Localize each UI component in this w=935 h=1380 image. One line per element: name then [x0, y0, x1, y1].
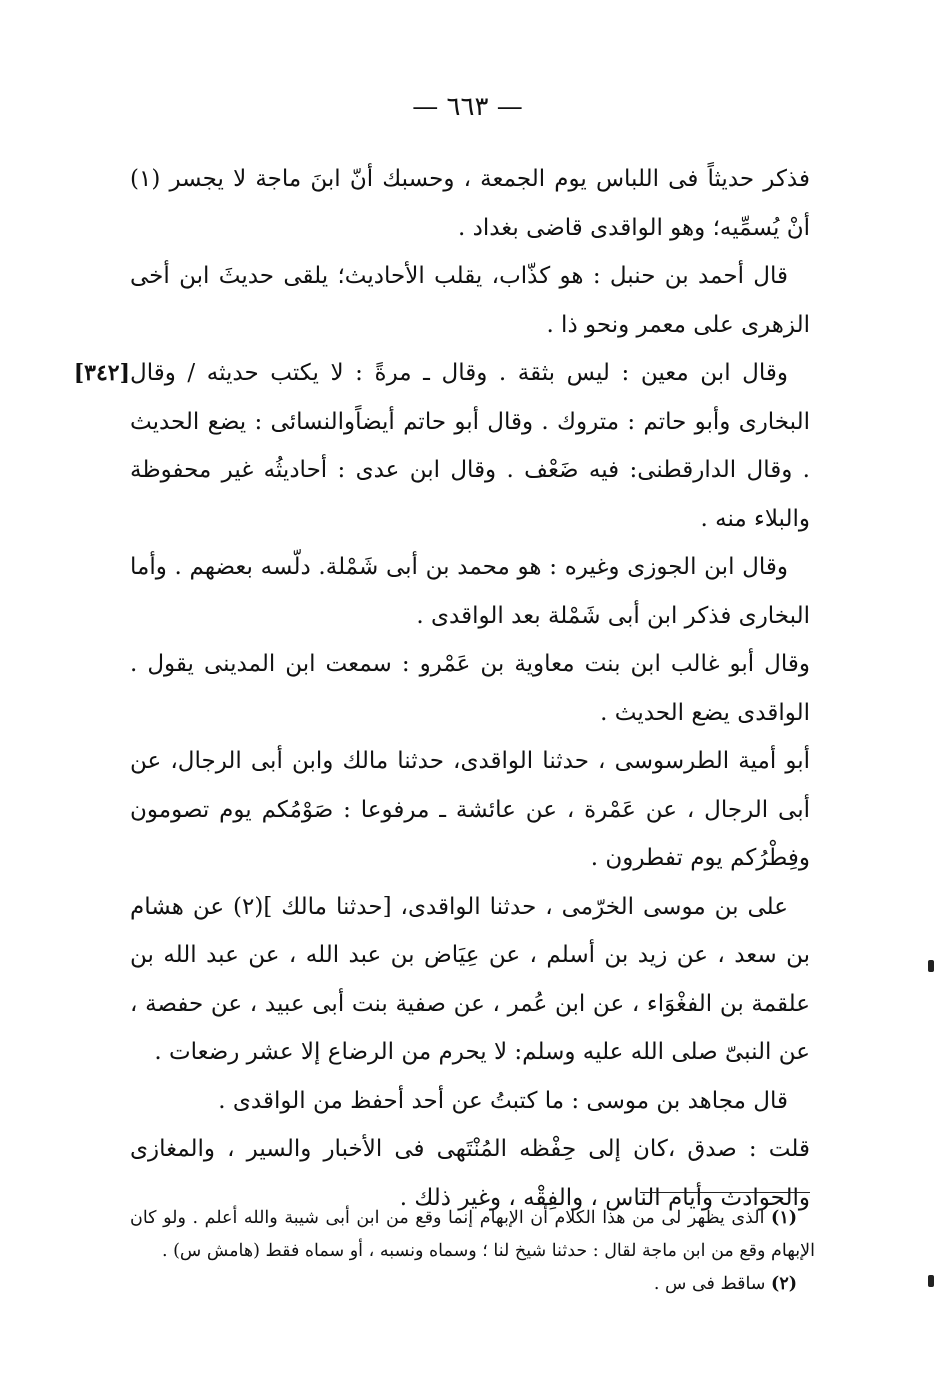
paragraph: قلت : صدق ،كان إلى حِفْظه المُنْتَهى فى الأخبار والسير ، والمغازى والحوادث وأيام الناس ، والفِقْه ، وغير ذلك .	[130, 1136, 810, 1211]
paragraph: على بن موسى الخرّمى ، حدثنا الواقدى، [حدثنا مالك ](٢) عن هشام بن سعد ، عن زيد بن أسلم ، عن عِيَاض بن عبد الله ، عن عبد الله بن علقمة بن الفغْوَاء ، عن ابن عُمر ، عن صفية بنت أبى عبيد ، عن حفصة ، عن النبىّ صلى الله عليه وسلم: لا يحرم من الرضاع إلا عشر رضعات .	[130, 893, 810, 1065]
paragraph: قال مجاهد بن موسى : ما كتبتُ عن أحد أحفظ من الواقدى .	[218, 1087, 788, 1114]
scan-mark	[928, 960, 934, 972]
footnote-number: (٢)	[771, 1274, 797, 1294]
body-text	[130, 155, 810, 1222]
marginal-reference: [٣٤٢]	[73, 360, 130, 386]
paragraph: أبو أمية الطرسوسى ، حدثنا الواقدى، حدثنا مالك وابن أبى الرجال، عن أبى الرجال ، عن عَمْرة ، عن عائشة ـ مرفوعا : صَوْمُكم يوم تصومون وفِطْرُكم يوم تفطرون .	[130, 748, 810, 871]
footnote-rule	[640, 1192, 810, 1193]
footnotes	[130, 1202, 815, 1301]
paragraph: وقال أبو غالب ابن بنت معاوية بن عَمْرو : سمعت ابن المدينى يقول . الواقدى يضع الحديث .	[130, 651, 810, 726]
footnote-number: (١)	[771, 1208, 797, 1228]
page-number: — ٦٦٣ —	[412, 92, 523, 122]
footnote	[130, 1202, 815, 1268]
paragraph: وقال ابن معين : ليس بثقة . وقال ـ مرةً : لا يكتب حديثه / وقال البخارى وأبو حاتم : متروك . وقال أبو حاتم أيضاًوالنسائى : يضع الحديث . وقال الدارقطنى: فيه ضَعْف . وقال ابن عدى : أحاديثُه غير محفوظة والبلاء منه .	[130, 360, 810, 532]
paragraph: قال أحمد بن حنبل : هو كذّاب، يقلب الأحاديث؛ يلقى حديثَ ابن أخى الزهرى على معمر ونحو ذا .	[130, 263, 810, 338]
paragraph: وقال ابن الجوزى وغيره : هو محمد بن أبى شَمْلة. دلّسه بعضهم . وأما البخارى فذكر ابن أبى شَمْلة بعد الواقدى .	[130, 554, 810, 629]
footnote	[130, 1268, 815, 1301]
footnote-text: الذى يظهر لى من هذا الكلام أن الإبهام إنما وقع من ابن أبى شيبة والله أعلم . ولو كان الإبهام وقع من ابن ماجة لقال : حدثنا شيخ لنا ؛ وسماه ونسبه ، أو سماه فقط (هامش س) .	[130, 1208, 815, 1261]
footnote-text: ساقط فى س .	[653, 1274, 766, 1294]
paragraph: فذكر حديثاً فى اللباس يوم الجمعة ، وحسبك أنّ ابنَ ماجة لا يجسر (١) أنْ يُسمِّيه؛ وهو الواقدى قاضى بغداد .	[130, 166, 810, 241]
scan-mark	[928, 1275, 934, 1287]
